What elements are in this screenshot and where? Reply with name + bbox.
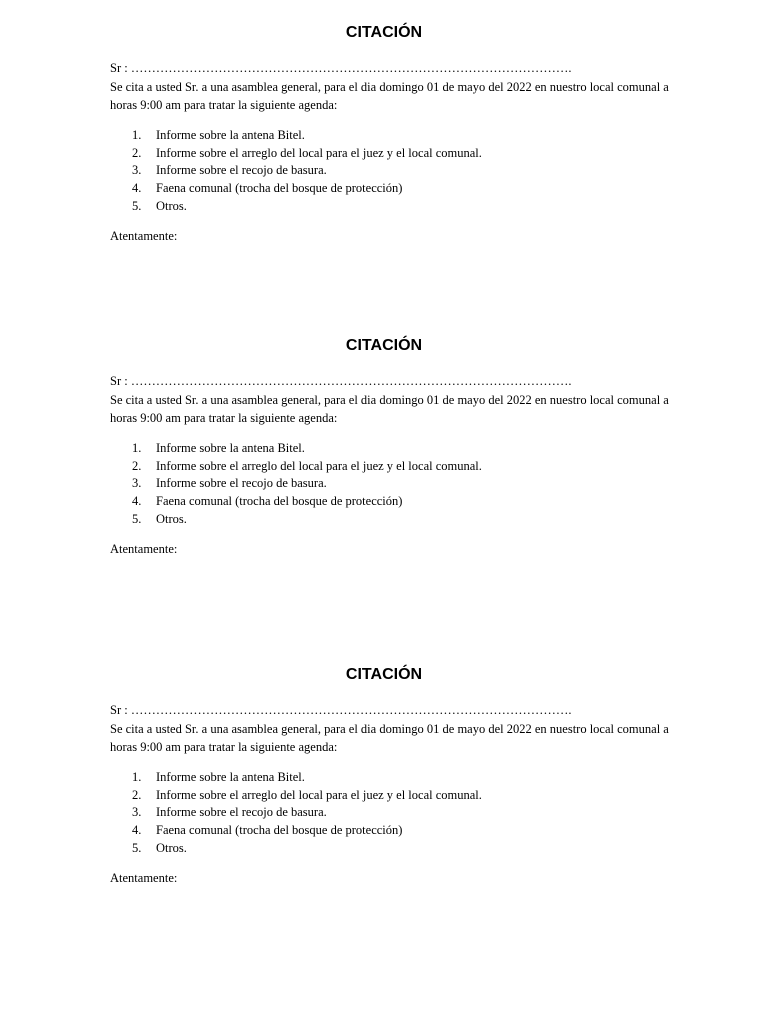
citation-body: Se cita a usted Sr. a una asamblea general, para el dia domingo 01 de mayo del 2022 en nuestro local comunal a horas 9:00 am para tratar la siguiente agenda: xyxy=(110,722,669,754)
recipient-line: Sr : ……………………………………………………………………………………………. xyxy=(110,374,572,388)
agenda-item-text: Informe sobre el recojo de basura. xyxy=(156,163,327,178)
closing-text: Atentamente: xyxy=(110,542,178,556)
agenda-item-number: 4. xyxy=(132,494,142,509)
agenda-item-text: Faena comunal (trocha del bosque de protección) xyxy=(156,823,403,838)
agenda-list xyxy=(110,769,482,857)
agenda-item xyxy=(110,822,482,840)
agenda-item-number: 1. xyxy=(132,770,142,784)
agenda-item xyxy=(110,440,482,458)
citation-title: CITACIÓN xyxy=(345,337,423,354)
agenda-item-text: Informe sobre la antena Bitel. xyxy=(156,770,305,784)
agenda-item-number: 5. xyxy=(132,198,142,213)
agenda-item-number: 2. xyxy=(132,458,142,473)
agenda-item xyxy=(110,511,482,529)
agenda-item-text: Informe sobre el arreglo del local para el juez y el local comunal. xyxy=(156,145,482,160)
agenda-item-number: 1. xyxy=(132,441,142,455)
recipient-line: Sr : ……………………………………………………………………………………………. xyxy=(110,703,572,717)
agenda-item-text: Faena comunal (trocha del bosque de protección) xyxy=(156,181,403,196)
agenda-item xyxy=(110,493,482,511)
agenda-item-number: 3. xyxy=(132,476,142,491)
agenda-item-number: 4. xyxy=(132,181,142,196)
citation-body: Se cita a usted Sr. a una asamblea general, para el dia domingo 01 de mayo del 2022 en nuestro local comunal a horas 9:00 am para tratar la siguiente agenda: xyxy=(110,80,669,112)
agenda-item xyxy=(110,840,482,858)
agenda-item xyxy=(110,162,482,180)
closing-text: Atentamente: xyxy=(110,229,178,243)
agenda-item-number: 5. xyxy=(132,840,142,855)
agenda-item-text: Informe sobre el arreglo del local para el juez y el local comunal. xyxy=(156,787,482,802)
citation-body: Se cita a usted Sr. a una asamblea general, para el dia domingo 01 de mayo del 2022 en nuestro local comunal a horas 9:00 am para tratar la siguiente agenda: xyxy=(110,393,669,425)
agenda-item xyxy=(110,458,482,476)
agenda-item xyxy=(110,787,482,805)
agenda-list xyxy=(110,440,482,528)
agenda-item-text: Informe sobre la antena Bitel. xyxy=(156,441,305,455)
citation-title: CITACIÓN xyxy=(345,24,423,41)
agenda-item-number: 4. xyxy=(132,823,142,838)
agenda-item xyxy=(110,475,482,493)
agenda-item-text: Faena comunal (trocha del bosque de protección) xyxy=(156,494,403,509)
agenda-item xyxy=(110,804,482,822)
agenda-item xyxy=(110,145,482,163)
agenda-item-text: Otros. xyxy=(156,511,187,526)
agenda-item-text: Informe sobre el recojo de basura. xyxy=(156,476,327,491)
agenda-item-text: Otros. xyxy=(156,198,187,213)
agenda-list xyxy=(110,127,482,215)
recipient-line: Sr : ……………………………………………………………………………………………. xyxy=(110,61,572,75)
citation-title: CITACIÓN xyxy=(345,666,423,683)
agenda-item-number: 3. xyxy=(132,163,142,178)
agenda-item-number: 5. xyxy=(132,511,142,526)
agenda-item xyxy=(110,198,482,216)
agenda-item-number: 3. xyxy=(132,805,142,820)
agenda-item-text: Informe sobre el arreglo del local para el juez y el local comunal. xyxy=(156,458,482,473)
agenda-item xyxy=(110,769,482,787)
agenda-item-text: Otros. xyxy=(156,840,187,855)
agenda-item-text: Informe sobre el recojo de basura. xyxy=(156,805,327,820)
agenda-item-number: 1. xyxy=(132,128,142,142)
agenda-item xyxy=(110,180,482,198)
agenda-item-number: 2. xyxy=(132,145,142,160)
closing-text: Atentamente: xyxy=(110,871,178,885)
agenda-item-text: Informe sobre la antena Bitel. xyxy=(156,128,305,142)
agenda-item xyxy=(110,127,482,145)
agenda-item-number: 2. xyxy=(132,787,142,802)
